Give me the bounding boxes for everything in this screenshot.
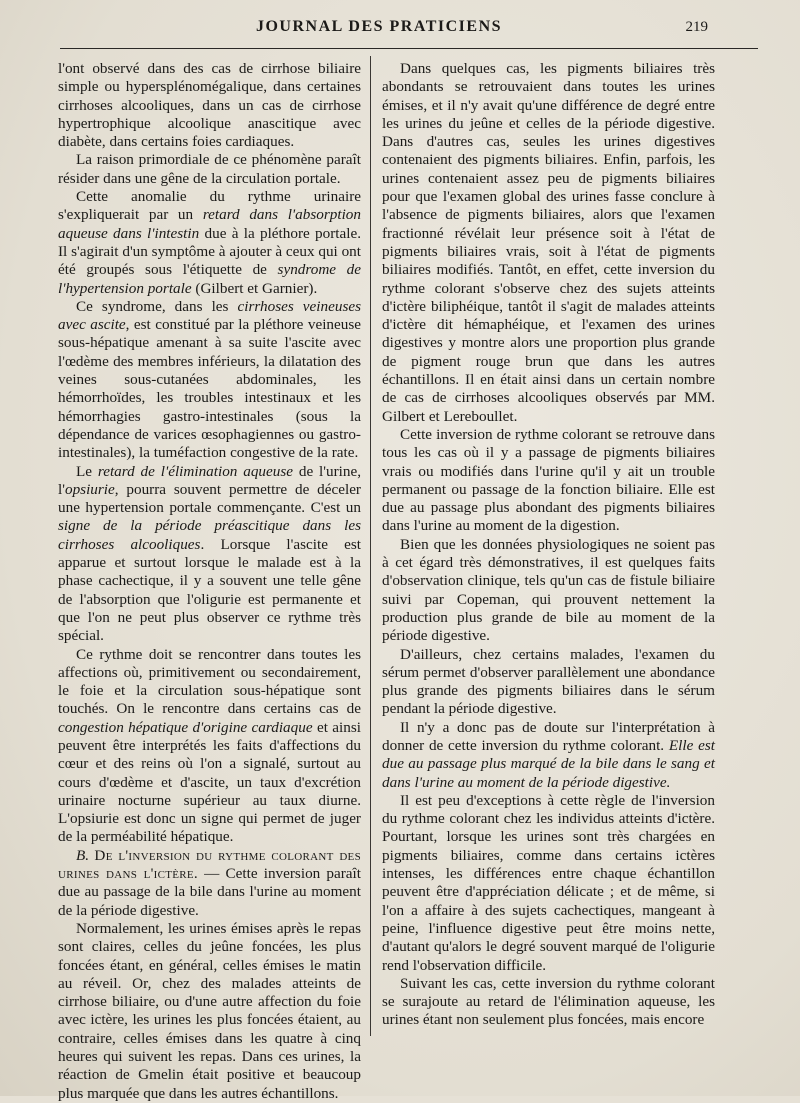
section-heading-paragraph: B. De l'inversion du rythme colorant des urines dans l'ictère. — Cette inversion paraît due au passage de la bile dans l'urine au moment de la période digestive. xyxy=(58,846,361,919)
journal-title: JOURNAL DES PRATICIENS xyxy=(255,18,503,35)
paragraph: Dans quelques cas, les pigments biliaires très abondants se retrouvaient dans toutes les urines émises, et il n'y avait qu'une différence de degré entre les urines du jeûne et celles de la période digestive. Dans d'autres cas, seules les urines digestives contenaient des pigments biliaires. Enfin, parfois, les urines contenaient assez peu de pigments biliaires pour que l'examen global des urines fasse conclure à l'absence de pigments biliaires, alors que l'examen fractionné révélait leur présence soit à l'état de pigments biliaires vrais, soit à l'état de pigments biliaires modifiés. Tantôt, en effet, cette inversion du rythme colorant s'observe chez des sujets atteints d'ictère biliphéique, tantôt il s'agit de malades atteints d'ictère dit hémaphéique, et l'examen des urines digestives y montre alors une proportion plus grande de pigment rouge brun que dans les autres échantillons. Il en était ainsi dans un certain nombre de cas de cirrhoses alcooliques observés par MM. Gilbert et Lereboullet. xyxy=(382,60,715,425)
paragraph: Il n'y a donc pas de doute sur l'interprétation à donner de cette inversion du rythme colorant. Elle est due au passage plus marqué de la bile dans le sang et dans l'urine au moment de la période digestive. xyxy=(382,718,715,791)
paragraph: Cette anomalie du rythme urinaire s'expliquerait par un retard dans l'absorption aqueuse dans l'intestin due à la pléthore portale. Il s'agirait d'un symptôme à ajouter à ceux qui ont été groupés sous l'étiquette de syndrome de l'hypertension portale (Gilbert et Garnier). xyxy=(58,188,362,297)
right-column xyxy=(382,60,715,1030)
paragraph: Le retard de l'élimination aqueuse de l'urine, l'opsiurie, pourra souvent permettre de déceler une hypertension portale commençante. C'est un signe de la période préascitique dans les cirrhoses alcooliques. Lorsque l'ascite est apparue et surtout lorsque le malade est à la phase cachectique, il y a souvent une telle gêne de l'absorption que l'oligurie est permanente et que l'on ne peut plus observer ce rythme très spécial. xyxy=(58,462,362,645)
section-heading: De l'inversion du rythme colorant des urines dans l'ictère. xyxy=(58,846,361,883)
page-header xyxy=(50,18,708,46)
paragraph: Cette inversion de rythme colorant se retrouve dans tous les cas où il y a passage de pigments biliaires vrais ou modifiés dans l'urine qu'il y ait un trouble permanent ou passage de la fonction biliaire. Elle est due au passage plus abondant des pigments biliaires dans l'urine au moment de la digestion. xyxy=(382,425,715,535)
paragraph: Ce syndrome, dans les cirrhoses veineuses avec ascite, est constitué par la pléthore veineuse sous-hépatique amenant à sa suite l'ascite avec l'œdème des membres inférieurs, la dilatation des veines sous-cutanées abdominales, les hémorrhoïdes, les troubles intestinaux et les hémorrhagies gastro-intestinales (sous la dépendance de varices œsophagiennes ou gastro-intestinales), la tuméfaction congestive de la rate. xyxy=(58,297,362,462)
paragraph: Il est peu d'exceptions à cette règle de l'inversion du rythme colorant chez les individus atteints d'ictère. Pourtant, lorsque les urines sont très chargées en pigments biliaires, comme dans certains ictères intenses, les différences entre chaque échantillon peuvent être d'appréciation délicate ; et de même, si l'on a affaire à des sujets cachectiques, mangeant à peine, l'influence digestive peut être moins nette, d'autant qu'alors le degré souvent marqué de l'oligurie rend l'observation difficile. xyxy=(382,791,715,974)
paragraph: Bien que les données physiologiques ne soient pas à cet égard très démonstratives, il est quelques faits d'observation clinique, tels qu'un cas de fistule biliaire suivi par Copeman, qui prouvent nettement la production plus grande de bile au moment de la période digestive. xyxy=(382,535,715,645)
left-column xyxy=(58,60,361,1103)
paragraph: l'ont observé dans des cas de cirrhose biliaire simple ou hypersplénomégalique, dans certaines cirrhoses alcooliques, dans un cas de cirrhose hypertrophique alcoolique anascitique avec diabète, dans certains foies cardiaques. xyxy=(58,60,361,151)
paragraph: D'ailleurs, chez certains malades, l'examen du sérum permet d'observer parallèlement une abondance plus grande des pigments biliaires dans le sérum pendant la période digestive. xyxy=(382,645,715,718)
paragraph: Normalement, les urines émises après le repas sont claires, celles du jeûne foncées, les plus foncées étant, en général, celles émises le matin au réveil. Or, chez des malades atteints de cirrhose biliaire, ou d'une autre affection du foie avec ictère, les urines les plus foncées étaient, au contraire, celles émises dans les quatre à cinq heures qui suivent les repas. Dans ces urines, la réaction de Gmelin était positive et beaucoup plus marquée que dans les autres échantillons. xyxy=(58,919,361,1102)
header-rule xyxy=(60,48,758,49)
page-number: 219 xyxy=(685,19,708,35)
paragraph: Ce rythme doit se rencontrer dans toutes les affections où, primitivement ou secondairement, le foie et la circulation sous-hépatique sont touchés. On le rencontre dans certains cas de congestion hépatique d'origine cardiaque et ainsi peuvent être interprétés les faits d'affections du cœur et des reins où l'on a signalé, surtout au cours d'œdème et d'ascite, un taux d'excrétion urinaire nocturne supérieur au taux diurne. L'opsiurie est donc un signe qui permet de juger de la perméabilité hépatique. xyxy=(58,645,361,846)
paragraph: La raison primordiale de ce phénomène paraît résider dans une gêne de la circulation portale. xyxy=(58,151,361,187)
column-divider xyxy=(370,56,371,1036)
paragraph: Suivant les cas, cette inversion du rythme colorant se surajoute au retard de l'élimination aqueuse, les urines étant non seulement plus foncées, mais encore xyxy=(382,974,715,1029)
